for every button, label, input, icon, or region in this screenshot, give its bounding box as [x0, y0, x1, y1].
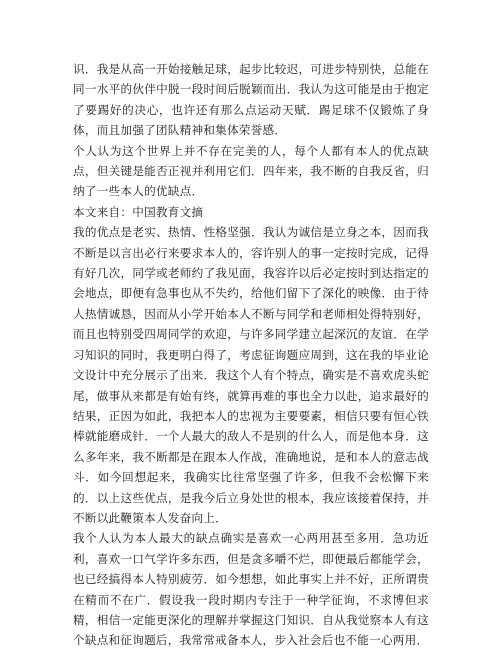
paragraph-weakness: 我个人认为本人最大的缺点确实是喜欢一心两用甚至多用．急功近利，喜欢一口气学许多东西，但是贪多嚼不烂，即便最后都能学会，也已经搞得本人特别疲劳．如今想想，如此事实上并不好，正所谓贵在精而不在广．假设我一段时期内专注于一种学征询，不求博但求精，相信一定能更深化的理解并掌握这门知识．自从我觉察本人有这个缺点和征询题后，我常常戒备本人，步入社会后也不能一心两用． — [73, 531, 429, 648]
document-page — [73, 59, 429, 651]
paragraph-football: 识．我是从高一开始接触足球，起步比较迟，可进步特别快，总能在同一水平的伙伴中脱一段时间后脱颖而出．我认为这可能是由于抱定了要踢好的决心，也许还有那么点运动天赋．踢足球不仅锻炼了身体，而且加强了团队精神和集体荣誉感． — [73, 62, 429, 138]
source-line: 本文来自：中国教育文摘 — [73, 204, 204, 219]
paragraph-strengths: 我的优点是老实、热情、性格坚强．我认为诚信是立身之本，因而我不断是以言出必行来要求本人的，容许别人的事一定按时完成，记得有好几次，同学或老师约了我见面，我容许以后必定按时到达指定的会地点，即便有急事也从不失约，给他们留下了深化的映像．由于待人热情诚恳，因而从小学开始本人不断与同学和老师相处得特别好，而且也特别受四周同学的欢迎，与许多同学建立起深沉的友谊．在学习知识的同时，我更明白得了，考虑征询题应周到，这在我的毕业论文设计中充分展示了出来．我这个人有个特点，确实是不喜欢虎头蛇尾，做事从来都是有始有终，就算再难的事也全力以赴，追求最好的结果，正因为如此，我把本人的忠视为主要要素，相信只要有恒心铁棒就能磨成针．一个人最大的敌人不是别的什么人，而是他本身．这么多年来，我不断都是在跟本人作战，准确地说，是和本人的意志战斗．如今回想起来，我确实比往常坚强了许多，但我不会松懈下来的．以上这些优点，是我今后立身处世的根本，我应该接着保持，并不断以此鞭策本人发奋向上． — [73, 225, 429, 525]
paragraph-self-reflection: 个人认为这个世界上并不存在完美的人，每个人都有本人的优点缺点，但关键是能否正视并利用它们．四年来，我不断的自我反省，归纳了一些本人的优缺点． — [73, 143, 429, 199]
